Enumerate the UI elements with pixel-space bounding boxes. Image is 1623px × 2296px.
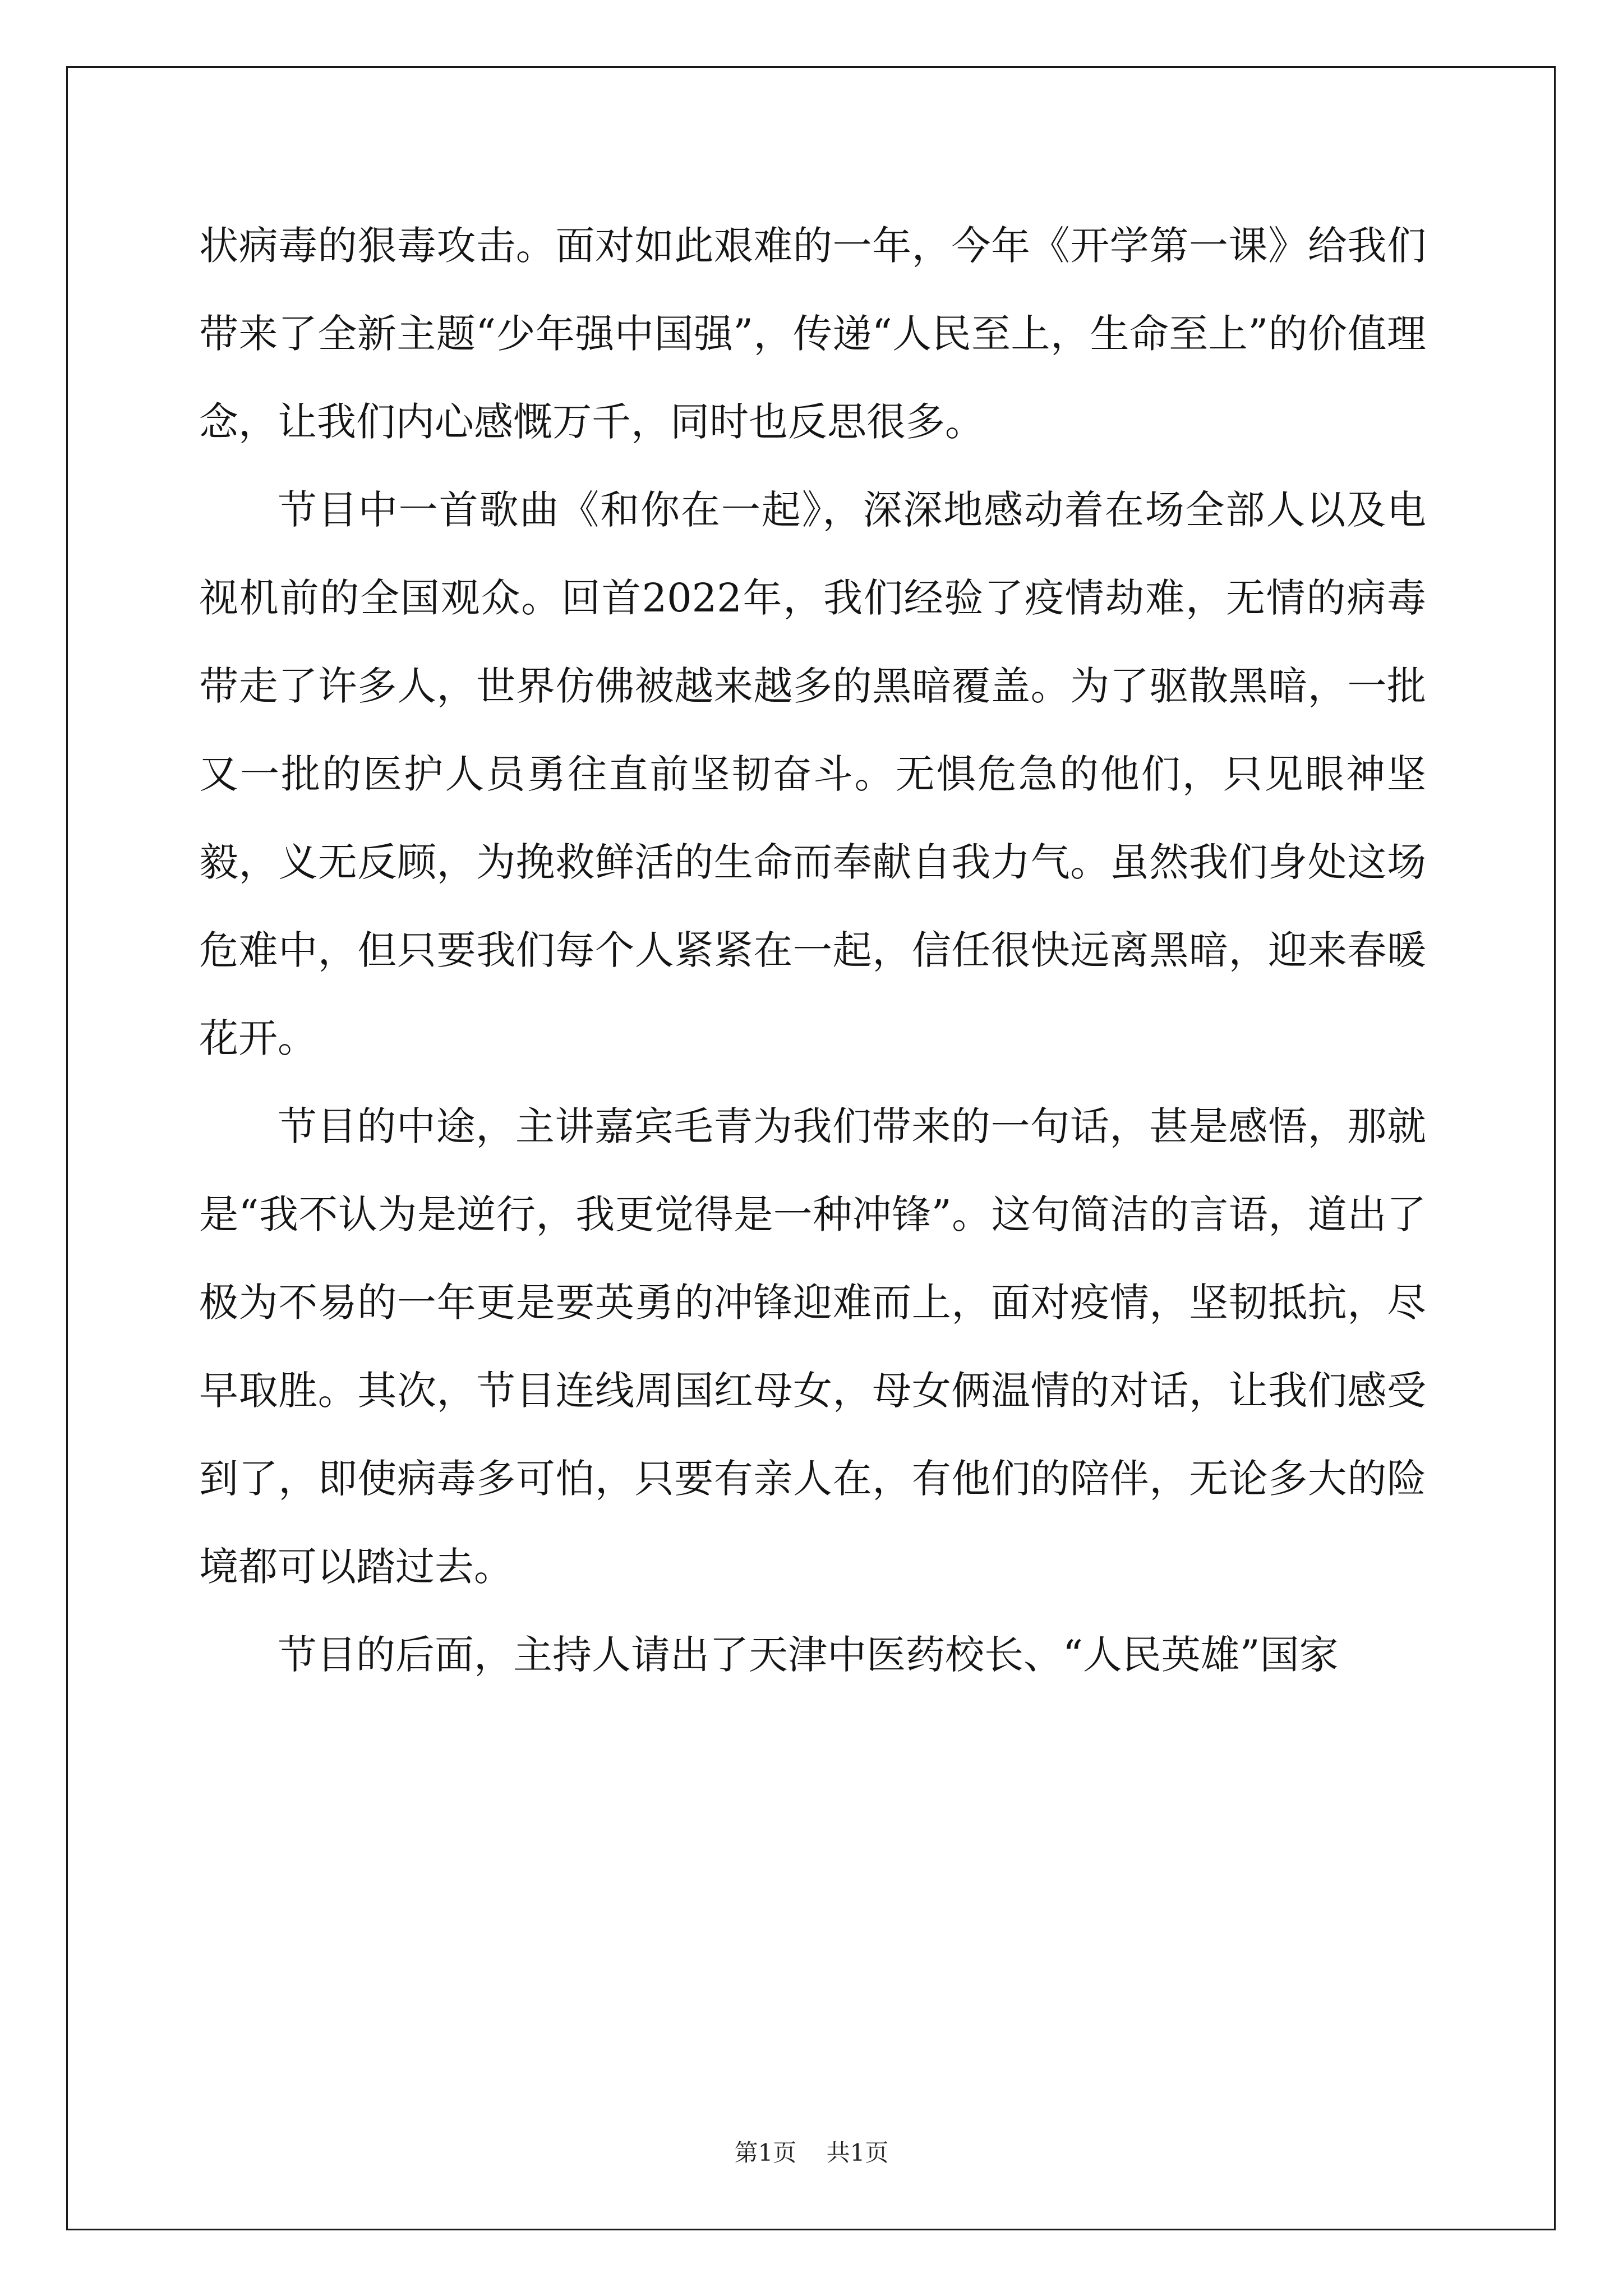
- page-number-footer: 第1页 共1页: [734, 2139, 889, 2166]
- paragraph: 节目的中途，主讲嘉宾毛青为我们带来的一句话，甚是感悟，那就是“我不认为是逆行，我更觉得是一种冲锋”。这句简洁的言语，道出了极为不易的一年更是要英勇的冲锋迎难而上，面对疫情，坚韧抵抗，尽早取胜。其次，节目连线周国红母女，母女俩温情的对话，让我们感受到了，即使病毒多可怕，只要有亲人在，有他们的陪伴，无论多大的险境都可以踏过去。: [199, 1103, 1426, 1590]
- paragraph: 节目的后面，主持人请出了天津中医药校长、“人民英雄”国家: [278, 1632, 1339, 1678]
- paragraph: 状病毒的狠毒攻击。面对如此艰难的一年，今年《开学第一课》给我们带来了全新主题“少年强中国强”，传递“人民至上，生命至上”的价值理念，让我们内心感慨万千，同时也反思很多。: [199, 223, 1426, 445]
- paragraph: 节目中一首歌曲《和你在一起》，深深地感动着在场全部人以及电视机前的全国观众。回首2022年，我们经验了疫情劫难，无情的病毒带走了许多人，世界仿佛被越来越多的黑暗覆盖。为了驱散黑暗，一批又一批的医护人员勇往直前坚韧奋斗。无惧危急的他们，只见眼神坚毅，义无反顾，为挽救鲜活的生命而奉献自我力气。虽然我们身处这场危难中，但只要我们每个人紧紧在一起，信任很快远离黑暗，迎来春暖花开。: [199, 487, 1426, 1061]
- document-body: [199, 202, 1426, 1699]
